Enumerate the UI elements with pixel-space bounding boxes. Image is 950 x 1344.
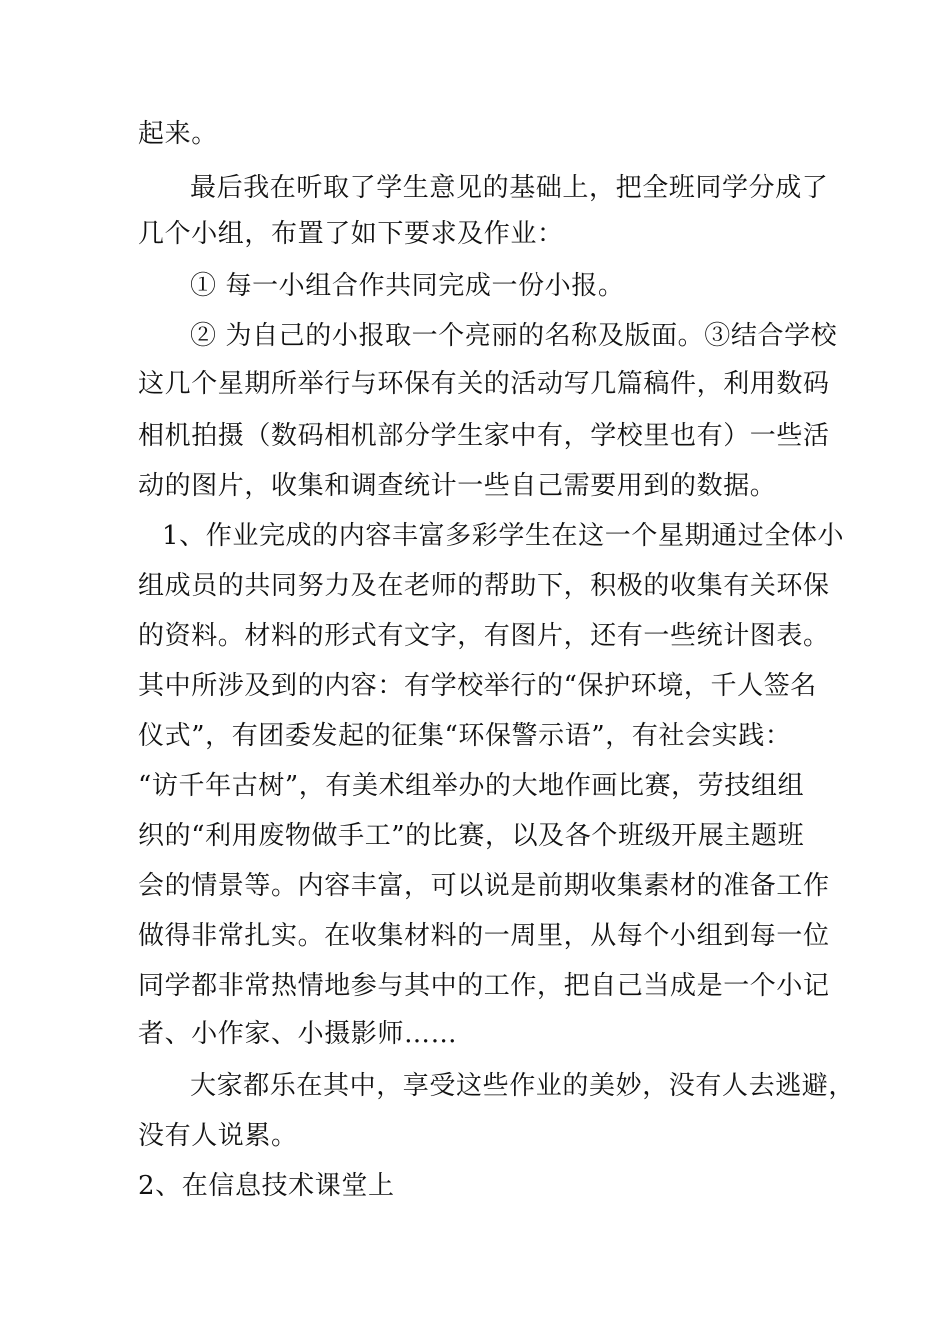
paragraph-line: 起来。 [138, 119, 218, 149]
paragraph-line: “访千年古树”，有美术组举办的大地作画比赛，劳技组组 [138, 771, 805, 801]
section-heading-line: 1、作业完成的内容丰富多彩学生在这一个星期通过全体小 [162, 521, 845, 551]
paragraph-line: 的资料。材料的形式有文字，有图片，还有一些统计图表。 [138, 621, 830, 651]
paragraph-line: 同学都非常热情地参与其中的工作，把自己当成是一个小记 [138, 971, 830, 1001]
paragraph-line: 最后我在听取了学生意见的基础上，把全班同学分成了 [190, 173, 829, 203]
list-item-line: ① 每一小组合作共同完成一份小报。 [190, 271, 625, 301]
paragraph-line: 会的情景等。内容丰富，可以说是前期收集素材的准备工作 [138, 871, 830, 901]
paragraph-line: 组成员的共同努力及在老师的帮助下，积极的收集有关环保 [138, 571, 830, 601]
paragraph-line: 者、小作家、小摄影师…… [138, 1019, 458, 1049]
paragraph-line: 织的“利用废物做手工”的比赛，以及各个班级开展主题班 [138, 821, 805, 851]
paragraph-line: 没有人说累。 [138, 1121, 298, 1151]
paragraph-line: 做得非常扎实。在收集材料的一周里，从每个小组到每一位 [138, 921, 830, 951]
paragraph-line: 相机拍摄（数码相机部分学生家中有，学校里也有）一些活 [138, 421, 830, 451]
section-heading-line: 2、在信息技术课堂上 [138, 1171, 395, 1201]
list-item-line: ② 为自己的小报取一个亮丽的名称及版面。③结合学校 [190, 321, 838, 351]
paragraph-line: 几个小组，布置了如下要求及作业： [138, 219, 564, 249]
paragraph-line: 大家都乐在其中，享受这些作业的美妙，没有人去逃避， [190, 1071, 856, 1101]
paragraph-line: 仪式”，有团委发起的征集“环保警示语”，有社会实践： [138, 721, 792, 751]
paragraph-line: 其中所涉及到的内容：有学校举行的“保护环境，千人签名 [138, 671, 817, 701]
paragraph-line: 这几个星期所举行与环保有关的活动写几篇稿件，利用数码 [138, 369, 830, 399]
paragraph-line: 动的图片，收集和调查统计一些自己需要用到的数据。 [138, 471, 777, 501]
